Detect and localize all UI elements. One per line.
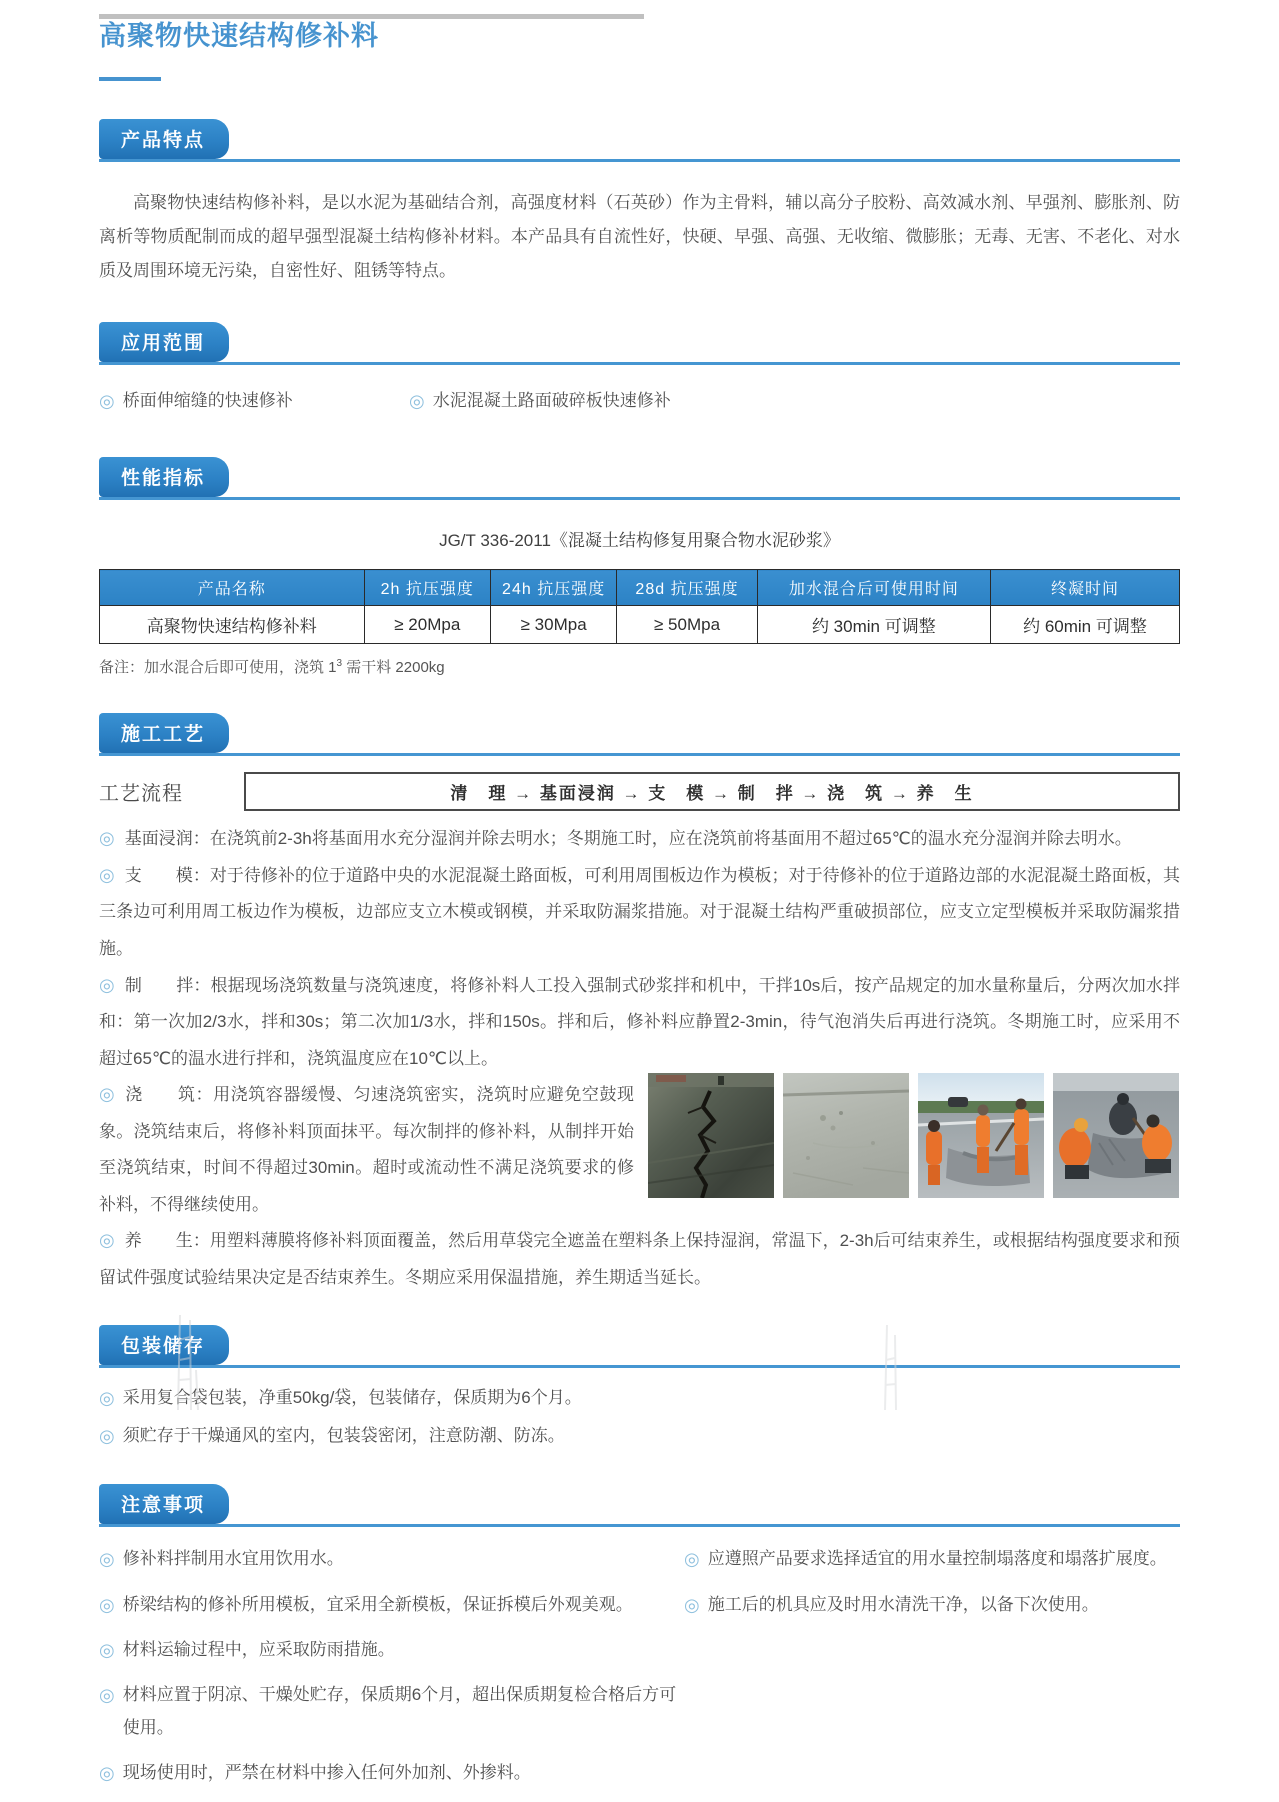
section-tab-process (99, 713, 229, 753)
table-cell: ≥ 50Mpa (617, 606, 757, 644)
table-cell: 约 60min 可调整 (990, 606, 1179, 644)
ring-bullet-icon: ◎ (409, 391, 425, 411)
ring-bullet-icon: ◎ (99, 828, 115, 849)
footnote-superscript: 3 (336, 658, 343, 670)
process-step (99, 1223, 1180, 1296)
list-item (99, 1634, 684, 1666)
ring-bullet-icon: ◎ (99, 391, 115, 411)
application-item-label: 桥面伸缩缝的快速修补 (122, 391, 293, 410)
list-item (99, 385, 409, 417)
standard-caption: JG/T 336-2011《混凝土结构修复用聚合物水泥砂浆》 (439, 531, 840, 551)
section-header-packaging (99, 1325, 1180, 1368)
list-item (684, 1589, 1180, 1621)
process-steps (99, 821, 1180, 1296)
section-header-applications (99, 322, 1180, 365)
step-text: 对于待修补的位于道路中央的水泥混凝土路面板，可利用周围板边作为模板；对于待修补的位于道路边部的水泥混凝土路面板，其三条边可利用周工板边作为模板，边部应支立木模或钢模，并采取防漏浆措施。对于混凝土结构严重破损部位，应支立定型模板并采取防漏浆措施。 (99, 865, 1180, 959)
ring-bullet-icon: ◎ (99, 1387, 115, 1408)
concrete-surface-photo (783, 1073, 909, 1198)
step-title: 制 拌： (124, 975, 211, 995)
precaution-item-label: 修补料拌制用水宜用饮用水。 (122, 1549, 344, 1569)
step-title: 支 模： (124, 865, 210, 885)
ring-bullet-icon: ◎ (99, 1594, 115, 1615)
precautions-columns (99, 1543, 1180, 1802)
ring-bullet-icon: ◎ (99, 1425, 115, 1446)
flow-sequence: 清 理 → 基面浸润 → 支 模 → 制 拌 → 浇 筑 → 养 生 (450, 784, 974, 804)
column-header: 28d 抗压强度 (617, 570, 757, 606)
flow-diagram-box (244, 772, 1180, 811)
column-header: 终凝时间 (990, 570, 1179, 606)
list-item (99, 1757, 684, 1789)
table-row (100, 606, 1180, 644)
ring-bullet-icon: ◎ (99, 1084, 116, 1105)
step-text: 用浇筑容器缓慢、匀速浇筑密实，浇筑时应避免空鼓现象。浇筑结束后，将修补料顶面抹平。每次制拌的修补料，从制拌开始至浇筑结束，时间不得超过30min。超时或流动性不满足浇筑要求的修补料，不得继续使用。 (99, 1085, 635, 1214)
workers-patching-photo (1053, 1073, 1179, 1198)
table-cell: ≥ 20Mpa (364, 606, 490, 644)
precautions-left-column (99, 1543, 684, 1802)
packaging-list (99, 1382, 1180, 1453)
road-repair-crew-photo (918, 1073, 1044, 1198)
ring-bullet-icon: ◎ (99, 1549, 115, 1570)
ring-bullet-icon: ◎ (684, 1549, 700, 1570)
footnote-text: 需干料 2200kg (342, 659, 445, 677)
process-flow-row (99, 772, 1180, 811)
section-title-precautions: 注意事项 (121, 1495, 206, 1517)
section-title-applications: 应用范围 (121, 333, 206, 354)
section-title-features: 产品特点 (121, 130, 206, 151)
ring-bullet-icon: ◎ (99, 1640, 115, 1661)
section-tab-precautions (99, 1484, 229, 1524)
list-item (99, 1382, 1180, 1414)
list-item (99, 1420, 1180, 1452)
cracked-pavement-photo (648, 1073, 774, 1198)
table-cell: 高聚物快速结构修补料 (100, 606, 365, 644)
page-title: 高聚物快速结构修补料 (99, 21, 379, 51)
step-text: 在浇筑前2-3h将基面用水充分湿润并除去明水；冬期施工时，应在浇筑前将基面用不超过65℃的温水充分湿润并除去明水。 (209, 829, 1132, 849)
watermark-sketch (160, 1315, 220, 1415)
ring-bullet-icon: ◎ (99, 974, 115, 995)
step-title: 基面浸润： (124, 829, 210, 849)
precaution-item-label: 应遵照产品要求选择适宜的用水量控制塌落度和塌落扩展度。 (707, 1549, 1167, 1569)
section-title-process: 施工工艺 (121, 724, 206, 746)
construction-photo-strip (648, 1073, 1180, 1198)
list-item (684, 1543, 1180, 1575)
section-header-performance (99, 457, 1180, 500)
column-header: 产品名称 (100, 570, 365, 606)
title-underline (99, 77, 161, 81)
table-header-row (100, 570, 1180, 606)
step-title: 养 生： (124, 1231, 210, 1251)
application-item-label: 水泥混凝土路面破碎板快速修补 (432, 391, 671, 410)
ring-bullet-icon: ◎ (99, 864, 115, 885)
ring-bullet-icon: ◎ (99, 1230, 115, 1251)
precaution-item-label: 施工后的机具应及时用水清洗干净，以备下次使用。 (707, 1594, 1099, 1614)
section-header-features (99, 119, 1180, 162)
step-title: 浇 筑： (125, 1085, 214, 1105)
watermark-sketch (865, 1325, 915, 1415)
process-step (99, 858, 1180, 968)
table-footnote (99, 656, 1180, 677)
flow-label: 工艺流程 (99, 783, 183, 806)
precaution-item-label: 桥梁结构的修补所用模板，宜采用全新模板，保证拆模后外观美观。 (122, 1594, 633, 1614)
application-list (99, 385, 1180, 417)
packaging-item-label: 须贮存于干燥通风的室内，包装袋密闭，注意防潮、防冻。 (122, 1425, 565, 1445)
list-item (99, 1543, 684, 1575)
section-title-performance: 性能指标 (121, 468, 206, 490)
precautions-right-column (684, 1543, 1180, 1802)
list-item (409, 385, 671, 417)
ring-bullet-icon: ◎ (99, 1763, 115, 1784)
footnote-text: 备注：加水混合后即可使用，浇筑 1 (99, 659, 337, 677)
process-step (99, 968, 1180, 1078)
process-step (99, 821, 1180, 858)
step-text: 根据现场浇筑数量与浇筑速度，将修补料人工投入强制式砂浆拌和机中，干拌10s后，按产品规定的加水量称量后，分两次加水拌和：第一次加2/3水，拌和30s；第二次加1/3水，拌和150s。拌和后，修补料应静置2-3min，待气泡消失后再进行浇筑。冬期施工时，应采用不超过65℃的温水进行拌和，浇筑温度应在10℃以上。 (99, 975, 1180, 1068)
column-header: 24h 抗压强度 (490, 570, 616, 606)
section-tab-applications (99, 322, 229, 362)
section-header-precautions (99, 1484, 1180, 1527)
list-item (99, 1679, 684, 1744)
section-title-packaging: 包装储存 (121, 1335, 206, 1357)
performance-table (99, 569, 1180, 644)
packaging-item-label: 采用复合袋包装，净重50kg/袋，包装储存，保质期为6个月。 (122, 1387, 582, 1407)
precaution-item-label: 材料运输过程中，应采取防雨措施。 (122, 1640, 395, 1660)
table-cell: 约 30min 可调整 (757, 606, 990, 644)
column-header: 加水混合后可使用时间 (757, 570, 990, 606)
section-header-process (99, 713, 1180, 756)
precaution-item-label: 材料应置于阴凉、干燥处贮存，保质期6个月，超出保质期复检合格后方可使用。 (122, 1685, 677, 1737)
section-tab-features (99, 119, 229, 159)
ring-bullet-icon: ◎ (684, 1594, 700, 1615)
step-text: 用塑料薄膜将修补料顶面覆盖，然后用草袋完全遮盖在塑料条上保持湿润，常温下，2-3h后可结束养生，或根据结构强度要求和预留试件强度试验结果决定是否结束养生。冬期应采用保温措施，养生期适当延长。 (99, 1231, 1180, 1287)
precaution-item-label: 现场使用时，严禁在材料中掺入任何外加剂、外掺料。 (122, 1763, 531, 1783)
datasheet-page (0, 14, 1279, 1802)
list-item (99, 1589, 684, 1621)
column-header: 2h 抗压强度 (364, 570, 490, 606)
ring-bullet-icon: ◎ (99, 1685, 115, 1706)
features-paragraph: 高聚物快速结构修补料，是以水泥为基础结合剂，高强度材料（石英砂）作为主骨料，辅以高分子胶粉、高效减水剂、早强剂、膨胀剂、防离析等物质配制而成的超早强型混凝土结构修补材料。本产品具有自流性好，快硬、早强、高强、无收缩、微膨胀；无毒、无害、不老化、对水质及周围环境无污染，自密性好、阻锈等特点。 (99, 193, 1180, 280)
section-tab-performance (99, 457, 229, 497)
table-cell: ≥ 30Mpa (490, 606, 616, 644)
